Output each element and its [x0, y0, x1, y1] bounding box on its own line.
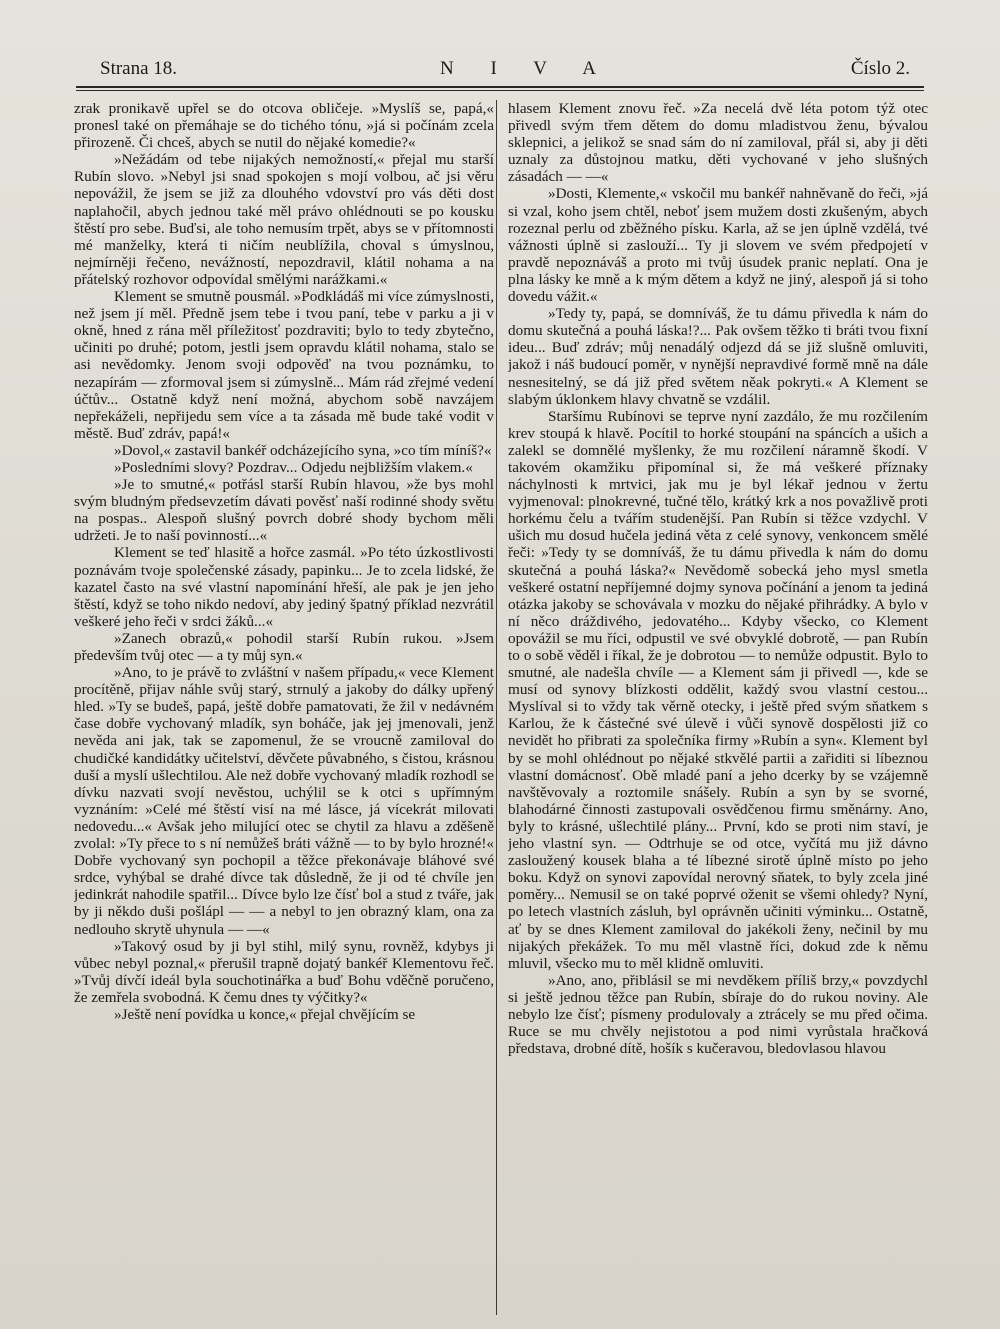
paragraph: »Zanech obrazů,« pohodil starší Rubín rukou. »Jsem především tvůj otec — a ty můj syn.«: [74, 629, 494, 664]
paragraph: »Nežádám od tebe nijakých nemožností,« přejal mu starší Rubín slovo. »Nebyl jsi snad spokojen s mojí volbou, ač jsi věru nepovážil, že jsem se již za dlouhého vdovství pro vás děti dost naplahočil, abych jednou také měl právo ohlédnouti se po kousku štěstí pro sebe. Buďsi, ale toho nemusím trpět, abys se v přítomnosti mé manželky, která ti ničím neublížila, choval s úmyslnou, nejmírněji řečeno, nevážností, nepozdravil, klátil nohama a na přátelský rozhovor odpovídal smělými narážkami.«: [74, 151, 494, 288]
page-header: [100, 58, 910, 82]
masthead-title: N I V A: [440, 58, 613, 79]
column-divider: [496, 100, 497, 1315]
issue-number-label: Číslo 2.: [850, 58, 910, 79]
paragraph: »Ano, ano, přiblásil se mi nevděkem příliš brzy,« povzdychl si ještě jednou těžce pan Rubín, sbíraje do do rukou noviny. Ale nebylo lze čísť; písmeny produlovaly a ztrácely se mu před očima. Ruce se mu chvěly nejistotou a pod nimi vyrůstala hračková představa, drobné dítě, hošík s kučeravou, bledovlasou hlavou: [508, 971, 928, 1058]
paragraph: »Ještě není povídka u konce,« přejal chvějícím se: [114, 1005, 416, 1023]
right-text-column: [508, 100, 928, 1315]
paragraph: »Je to smutné,« potřásl starší Rubín hlavou, »že bys mohl svým bludným předsevzetím dávati pověsť naší rodinné shody světu na pospas.. Alespoň slušný povrch dobré shody bychom měli udržeti. Je to naší povinností...«: [74, 476, 494, 545]
page-number-label: Strana 18.: [100, 58, 178, 79]
paragraph: »Dosti, Klemente,« vskočil mu bankéř nahněvaně do řeči, »já si vzal, koho jsem chtěl, neboť jsem mužem dosti zkušeným, abych rozeznal perlu od zběžného písku. Karla, až se jen úplně vzdělá, tvé vážnosti úplně si zaslouží... Ty ji slovem ve svém předpojetí v pravdě nepoznáváš a proto mi tvůj úsudek pranic neplatí. Ona je plna lásky ke mně a k mým dětem a když ne jiný, alespoň já si toho dovedu vážit.«: [508, 185, 928, 306]
paragraph: hlasem Klement znovu řeč. »Za necelá dvě léta potom týž otec přivedl svým třem dětem do domu mladistvou ženu, bývalou sklepnici, a jelikož se snad sám do ní zamiloval, přál si, aby ji děti uznaly za důstojnou matku, děti vychované v jeho slušných zásadách — —«: [508, 100, 928, 186]
paragraph: zrak pronikavě upřel se do otcova obličeje. »Myslíš se, papá,« pronesl také on přemáhaje se do tichého tónu, »já si počínám zcela přirozeně. Či chceš, abych se nutil do nějaké komedie?«: [74, 100, 494, 152]
header-rule-thin: [76, 90, 924, 91]
paragraph: »Tedy ty, papá, se domníváš, že tu dámu přivedla k nám do domu skutečná a pouhá láska!?... Pak ovšem těžko ti bráti tvou fixní ideu... Buď zdráv; můj nenadálý odjezd dá se již slušně omluviti, jakož i náš budoucí poměr, v nynější nepravdivé formě mně na dále nesnesitelný, se dá již před světem něak pokryti.« A Klement se slabým úklonkem hlavy chvatně se vzdálil.: [508, 305, 928, 408]
paragraph: »Dovol,« zastavil bankéř odcházejícího syna, »co tím míníš?«: [114, 441, 492, 459]
paragraph: Klement se smutně pousmál. »Podkládáš mi více zúmyslnosti, než jsem jí měl. Předně jsem tebe i tvou paní, tebe v parku a ji v okně, hned z rána měl příležitosť pozdraviti; bylo to tedy zbytečno, učiniti po druhé; potom, jestli jsem opravdu klátil nohama, stalo se asi nevědomky. Jenom svoji odpověď na tvou poznámku, to nezapírám — zformoval jsem si zúmyslně... Mám rád zřejmé vedení účtův... Ostatně když není možná, abychom sobě navzájem nepřekáželi, nepřijedu sem více a ta zásada mě bude také vodit v městě. Buď zdráv, papá!«: [74, 288, 494, 442]
paragraph: »Ano, to je právě to zvláštní v našem případu,« vece Klement procítěně, přijav náhle svůj starý, strnulý a jakoby do dálky upřený hled. »Ty se budeš, papá, ještě dobře pamatovati, že žil v nedávném čase dobře vychovaný mladík, syn boháče, jak jej jmenovali, jenž nevěda ani jak, tak se zapomenul, že se vroucně zamiloval do chudičké kandidátky učitelství, děvčete půvabného, s čistou, krásnou duší a myslí ušlechtilou. Ale než dobře vychovaný mladík rozhodl se dívku nazvati svojí nevěstou, uchýlil se k otci s upřímným vyznáním: »Celé mé štěstí visí na mé lásce, já vícekrát milovati nedovedu...« Avšak jeho milující otec se chytil za hlavu a zděšeně zvolal: »Ty přece to s ní nemůžeš bráti vážně — to by bylo hrozné!« Dobře vychovaný syn pochopil a těžce překonávaje bláhové své srdce, vyhýbal se drahé dívce tak důsledně, že ji od té chvíle jen jedinkrát nahodile spatřil... Dívce bylo lze čísť bol a stud z tváře, jak by ji někdo duši pošlápl — — a nebyl to jen obrazný klam, ona za nedlouho skrytě uhynula — —«: [74, 664, 494, 938]
paragraph: Staršímu Rubínovi se teprve nyní zazdálo, že mu rozčilením krev stoupá k hlavě. Pocítil to horké stoupání na spáncích a ušich a zalekl se domnělé myšlenky, že mu rozčilení náramně škodí. V takovém okamžiku připomínal si, že má veškeré příznaky náchylnosti k mrtvici, jak mu je byl lékař jednou v žertu vyjmenoval: plnokrevné, tučné tělo, krátký krk a nos považlivě proti horkému čelu a tvářím studenější. Pan Rubín si těžce vzdychl. V ušich mu dosud hučela jediná věta z celé synovy, venkoncem smělé řeči: »Tedy ty se domníváš, že tu dámu přivedla k nám do domu skutečná a pouhá láska?« Nevědomě sobecká jeho mysl smetla veškeré ostatní nepříjemné dojmy synova počínání a jenom ta jediná otázka jakoby se schovávala v mozku do nějaké přihrádky. A bylo v ní něco dráždivého, jedovatého... Kdyby všecko, co Klement opovážil se mu říci, odpustil ve své obvyklé dobrotě, — pan Rubín to o sobě věděl i říkal, že je dobrotou — to nemůže odpustit. Bylo to smutné, ale nadešla chvíle — a Klement sám ji přivedl —, kde se musí od synovy blízkosti oddělit, každý svou vlastní cestou... Myslíval si to vždy tak věrně otecky, i ještě před svým sňatkem s Karlou, že k částečné své úlevě i vůči synově dospělosti již co nevidět ho přibrati za společníka firmy »Rubín a syn«. Klement byl by se mohl ohlédnout po nějaké stkvělé partii a zařiditi si líbeznou vlastní domácnosť. Obě mladé paní a jeho dcerky by se vzájemně navštěvovaly a roztomile snášely. Rubín a syn by se svorné, blahodárné činnosti zastupovali osvědčenou firmu směnárny. Ano, byly to krásné, ušlechtilé plány... První, kdo se proti nim staví, je jeho vlastní syn. — Odtrhuje se od otce, vyčítá mu již dávno zasloužený kousek blaha a té líbezné sirotě úplně místo po jeho boku. Když on synovi zapovídal nerovný sňatek, to byly zcela jiné poměry... Nemusil se on také poprvé oženit se všemi ohledy? Nyní, po letech vlastních zásluh, byl oprávněn učiniti výminku... Ostatně, ať by se dnes Klement zamiloval do jakékoli ženy, nečinil by mu nijakých překážek. To mu měl vlastně říci, dokud zde k němu mluvil, všecko mu to měl klidně omluviti.: [508, 407, 928, 972]
header-rule: [76, 86, 924, 88]
left-text-column: [74, 100, 494, 1315]
paragraph: Klement se teď hlasitě a hořce zasmál. »Po této úzkostlivosti poznávám tvoje společenské zásady, papinku... Je to zcela lidské, že kazatel často na své vlastní napomínání hřeší, ale pak je jen jeho štěstí, když se toho nikdo nedoví, aby jediný špatný příklad nezvrátil veškeré jeho řeči v srdci žáků...«: [74, 544, 494, 630]
paragraph: »Takový osud by ji byl stihl, milý synu, rovněž, kdybys ji vůbec nebyl poznal,« přerušil trapně dojatý bankéř Klementovu řeč. »Tvůj dívčí ideál byla souchotinářka a buď Bohu vděčně poručeno, že zemřela svobodná. K čemu dnes ty výčitky?«: [74, 937, 494, 1006]
paragraph: »Posledními slovy? Pozdrav... Odjedu nejbližším vlakem.«: [114, 458, 473, 476]
